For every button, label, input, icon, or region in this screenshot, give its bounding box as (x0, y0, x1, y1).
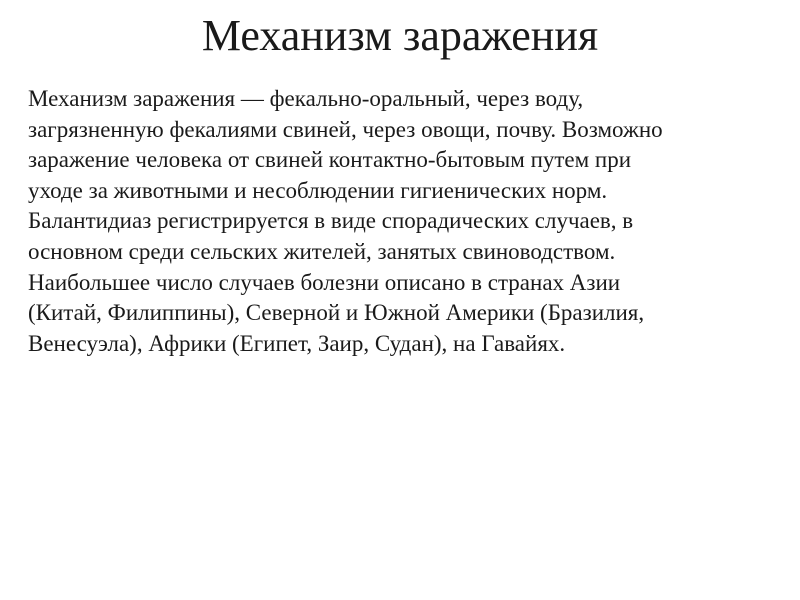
body-line: Балантидиаз регистрируется в виде спорадических случаев, в (28, 208, 634, 234)
body-line: Механизм заражения — фекально-оральный, через воду, (28, 86, 584, 111)
body-line: уходе за животными и несоблюдении гигиенических норм. (28, 177, 608, 203)
slide-body-text (28, 84, 780, 359)
body-line: Венесуэла), Африки (Египет, Заир, Судан), на Гавайях. (28, 330, 566, 356)
slide-title: Механизм заражения (201, 11, 599, 60)
body-line: (Китай, Филиппины), Северной и Южной Америки (Бразилия, (28, 300, 645, 326)
body-line: Наибольшее число случаев болезни описано в странах Азии (28, 269, 621, 295)
body-line: основном среди сельских жителей, занятых свиноводством. (28, 238, 616, 264)
body-line: загрязненную фекалиями свиней, через овощи, почву. Возможно (28, 116, 663, 142)
body-line: заражение человека от свиней контактно-бытовым путем при (28, 147, 632, 173)
